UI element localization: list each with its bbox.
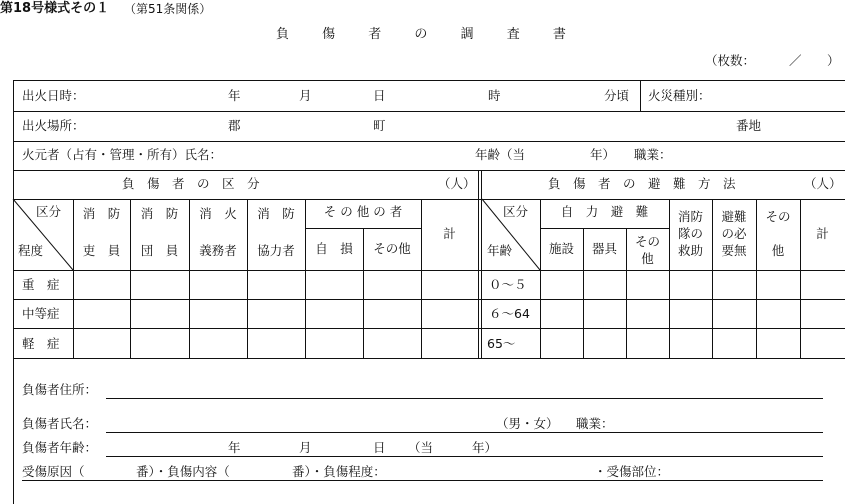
classification-title: 負 傷 者 の 区 分	[122, 176, 260, 191]
machi-unit: 町	[373, 118, 386, 133]
sheet-count-close: ）	[827, 53, 840, 68]
need-header-2: の必	[721, 226, 747, 241]
evac-kubun-label: 区分	[503, 204, 529, 219]
injured-occupation-label: 職業：	[576, 416, 614, 431]
injured-year-close: 年）	[472, 440, 498, 455]
col-header-top: 消 火	[199, 206, 237, 221]
datetime-label: 出火日時：	[22, 88, 85, 103]
self-injury-header: 自 損	[315, 241, 353, 256]
sex-options: （男・女）	[496, 416, 559, 431]
month-unit: 月	[299, 88, 312, 103]
cause-underline[interactable]	[22, 480, 823, 481]
rescue-header-3: 救助	[677, 243, 703, 258]
origin-person-label: 火元者（占有・管理・所有）氏名：	[22, 147, 223, 162]
self-other-header-2: 他	[641, 251, 654, 266]
row-label-minor: 軽 症	[22, 336, 60, 351]
origin-age-close: 年）	[590, 147, 616, 162]
form-reference: （第51条関係）	[124, 2, 212, 16]
age-underline[interactable]	[106, 456, 823, 457]
row-label-severe: 重 症	[22, 277, 60, 292]
need-header-3: 要無	[721, 243, 747, 258]
injured-address-label: 負傷者住所：	[22, 382, 98, 397]
row-label-moderate: 中等症	[22, 306, 60, 321]
rescue-header-2: 隊の	[677, 226, 703, 241]
other-header-1: その	[765, 209, 791, 224]
injured-year-unit: 年	[228, 440, 241, 455]
title-char: 調	[460, 27, 474, 42]
title-char: 者	[368, 27, 382, 42]
address-underline[interactable]	[106, 398, 823, 399]
sheet-count-label: （枚数：	[705, 53, 756, 68]
other-header-2: 他	[771, 243, 785, 258]
col-header-top: 消 防	[257, 206, 295, 221]
evacuation-unit: （人）	[804, 176, 842, 191]
col-header-top: 消 防	[82, 206, 121, 221]
col-header-top: 消 防	[140, 206, 179, 221]
evacuation-title: 負 傷 者 の 避 難 方 法	[548, 176, 736, 191]
origin-age-label: 年齢（当	[475, 147, 526, 162]
title-char: 書	[552, 27, 566, 42]
total-header: 計	[443, 226, 456, 241]
day-unit: 日	[373, 88, 386, 103]
rescue-header-1: 消防	[677, 209, 703, 224]
origin-occupation-label: 職業：	[634, 147, 672, 162]
place-label: 出火場所：	[22, 118, 85, 133]
injured-day-unit: 日	[373, 440, 386, 455]
injury-degree-label: 番）・負傷程度：	[292, 464, 386, 479]
title-char: 傷	[322, 27, 336, 42]
facility-header: 施設	[548, 241, 574, 256]
gun-unit: 郡	[228, 118, 241, 133]
others-sub-header: その他	[373, 241, 411, 256]
injured-name-label: 負傷者氏名：	[22, 416, 98, 431]
year-unit: 年	[228, 88, 241, 103]
col-header-bottom: 協力者	[257, 243, 295, 258]
need-header-1: 避難	[721, 209, 747, 224]
col-header-bottom: 義務者	[199, 243, 237, 258]
banchi-unit: 番地	[736, 118, 762, 133]
form-label: 第18号様式その１	[0, 1, 110, 16]
injured-age-label: 負傷者年齢：	[22, 440, 98, 455]
name-underline[interactable]	[106, 432, 823, 433]
equipment-header: 器具	[591, 241, 617, 256]
col-header-bottom: 吏 員	[82, 243, 121, 258]
age-row-6-64: ６～64	[489, 306, 530, 321]
injured-month-unit: 月	[299, 440, 312, 455]
evac-total-header: 計	[816, 226, 829, 241]
teido-label: 程度	[18, 243, 44, 258]
hour-unit: 時	[488, 88, 501, 103]
minute-unit: 分頃	[604, 88, 630, 103]
others-header: そ の 他 の 者	[323, 204, 403, 219]
age-row-65-plus: 65～	[487, 336, 516, 351]
kubun-label: 区分	[36, 204, 62, 219]
title-char: の	[414, 27, 428, 42]
age-row-0-5: ０～５	[489, 277, 527, 292]
injury-part-label: ・受傷部位：	[594, 464, 670, 479]
fire-type-label: 火災種別：	[648, 88, 711, 103]
injured-as-of: （当	[408, 440, 434, 455]
classification-unit: （人）	[438, 176, 476, 191]
evac-age-label: 年齢	[487, 243, 513, 258]
self-evac-header: 自 力 避 難	[560, 204, 649, 219]
col-header-bottom: 団 員	[140, 243, 179, 258]
title-char: 負	[276, 27, 290, 42]
injury-content-label: 番）・負傷内容（	[136, 464, 230, 479]
self-other-header-1: その	[634, 234, 660, 249]
title-char: 査	[506, 27, 520, 42]
cause-label: 受傷原因（	[22, 464, 85, 479]
sheet-count-separator: ／	[789, 53, 802, 68]
